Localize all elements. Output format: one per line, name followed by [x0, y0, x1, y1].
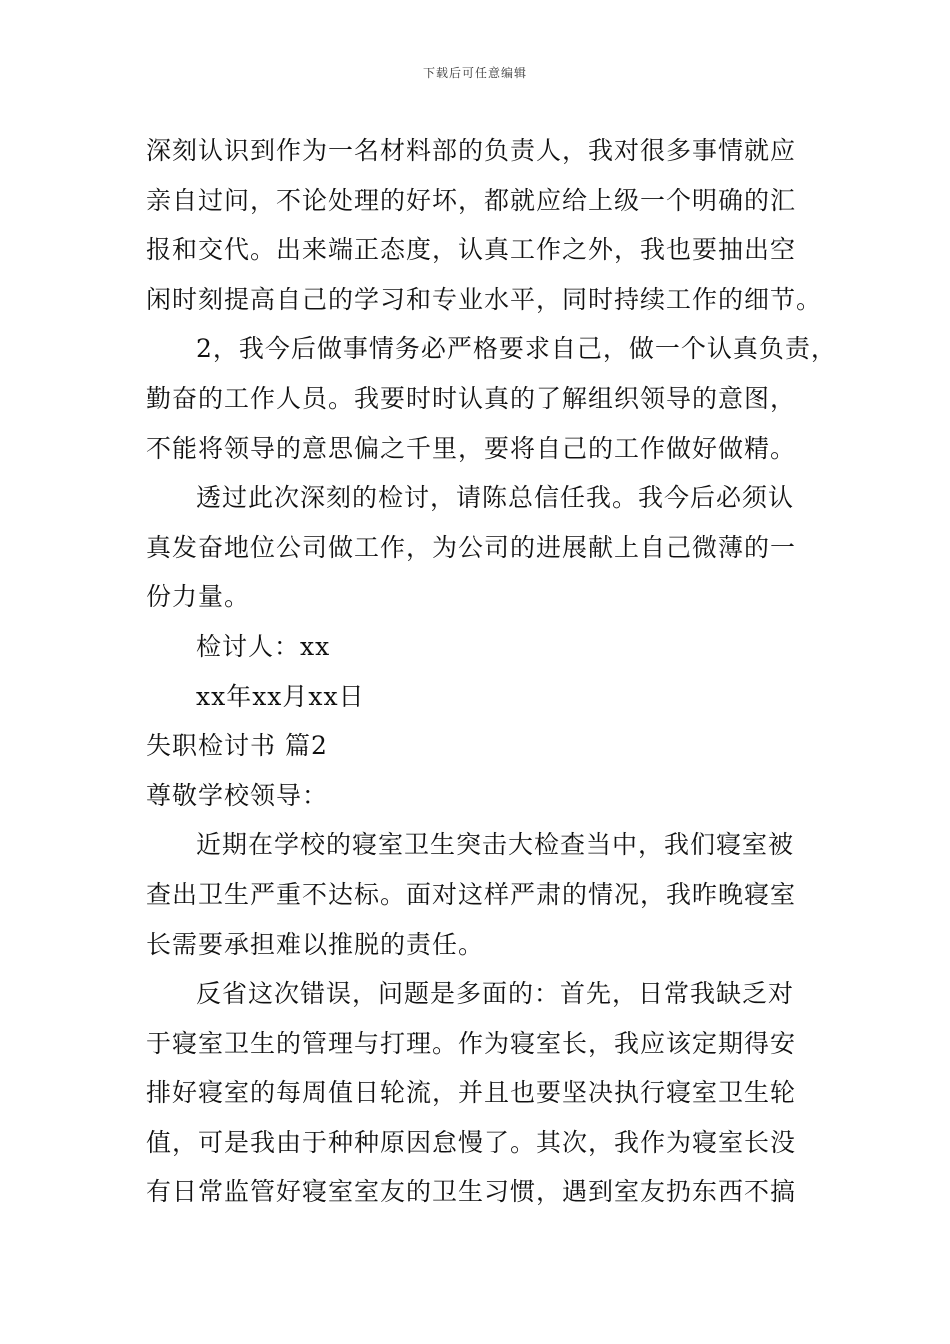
text-line: 近期在学校的寝室卫生突击大检查当中，我们寝室被	[196, 830, 795, 860]
text-line: 尊敬学校领导：	[146, 780, 329, 810]
text-line: 不能将领导的意思偏之千里，要将自己的工作做好做精。	[146, 433, 797, 463]
document-body	[146, 126, 836, 1217]
page-header: 下载后可任意编辑	[422, 66, 527, 80]
text-line: 闲时刻提高自己的学习和专业水平，同时持续工作的细节。	[146, 284, 823, 314]
text-line: 透过此次深刻的检讨，请陈总信任我。我今后必须认	[196, 483, 795, 513]
text-line: 长需要承担难以推脱的责任。	[146, 929, 485, 959]
text-line: 真发奋地位公司做工作，为公司的进展献上自己微薄的一	[146, 532, 797, 562]
text-line: xx年xx月xx日	[196, 681, 365, 711]
text-line: 有日常监管好寝室室友的卫生习惯，遇到室友扔东西不搞	[146, 1177, 797, 1207]
text-line: 亲自过问，不论处理的好坏，都就应给上级一个明确的汇	[146, 185, 797, 215]
text-line: 检讨人：xx	[196, 631, 331, 661]
text-line: 反省这次错误，问题是多面的：首先，日常我缺乏对	[196, 979, 795, 1009]
text-line: 报和交代。出来端正态度，认真工作之外，我也要抽出空	[146, 235, 797, 265]
text-line: 2，我今后做事情务必严格要求自己，做一个认真负责，	[196, 334, 837, 364]
text-line: 于寝室卫生的管理与打理。作为寝室长，我应该定期得安	[146, 1028, 797, 1058]
text-line: 值，可是我由于种种原因怠慢了。其次，我作为寝室长没	[146, 1127, 797, 1157]
text-line: 查出卫生严重不达标。面对这样严肃的情况，我昨晚寝室	[146, 879, 797, 909]
text-line: 勤奋的工作人员。我要时时认真的了解组织领导的意图，	[146, 383, 797, 413]
text-line: 排好寝室的每周值日轮流，并且也要坚决执行寝室卫生轮	[146, 1078, 797, 1108]
text-line: 深刻认识到作为一名材料部的负责人，我对很多事情就应	[146, 136, 797, 165]
text-line: 失职检讨书 篇2	[146, 731, 328, 761]
text-line: 份力量。	[146, 582, 251, 612]
